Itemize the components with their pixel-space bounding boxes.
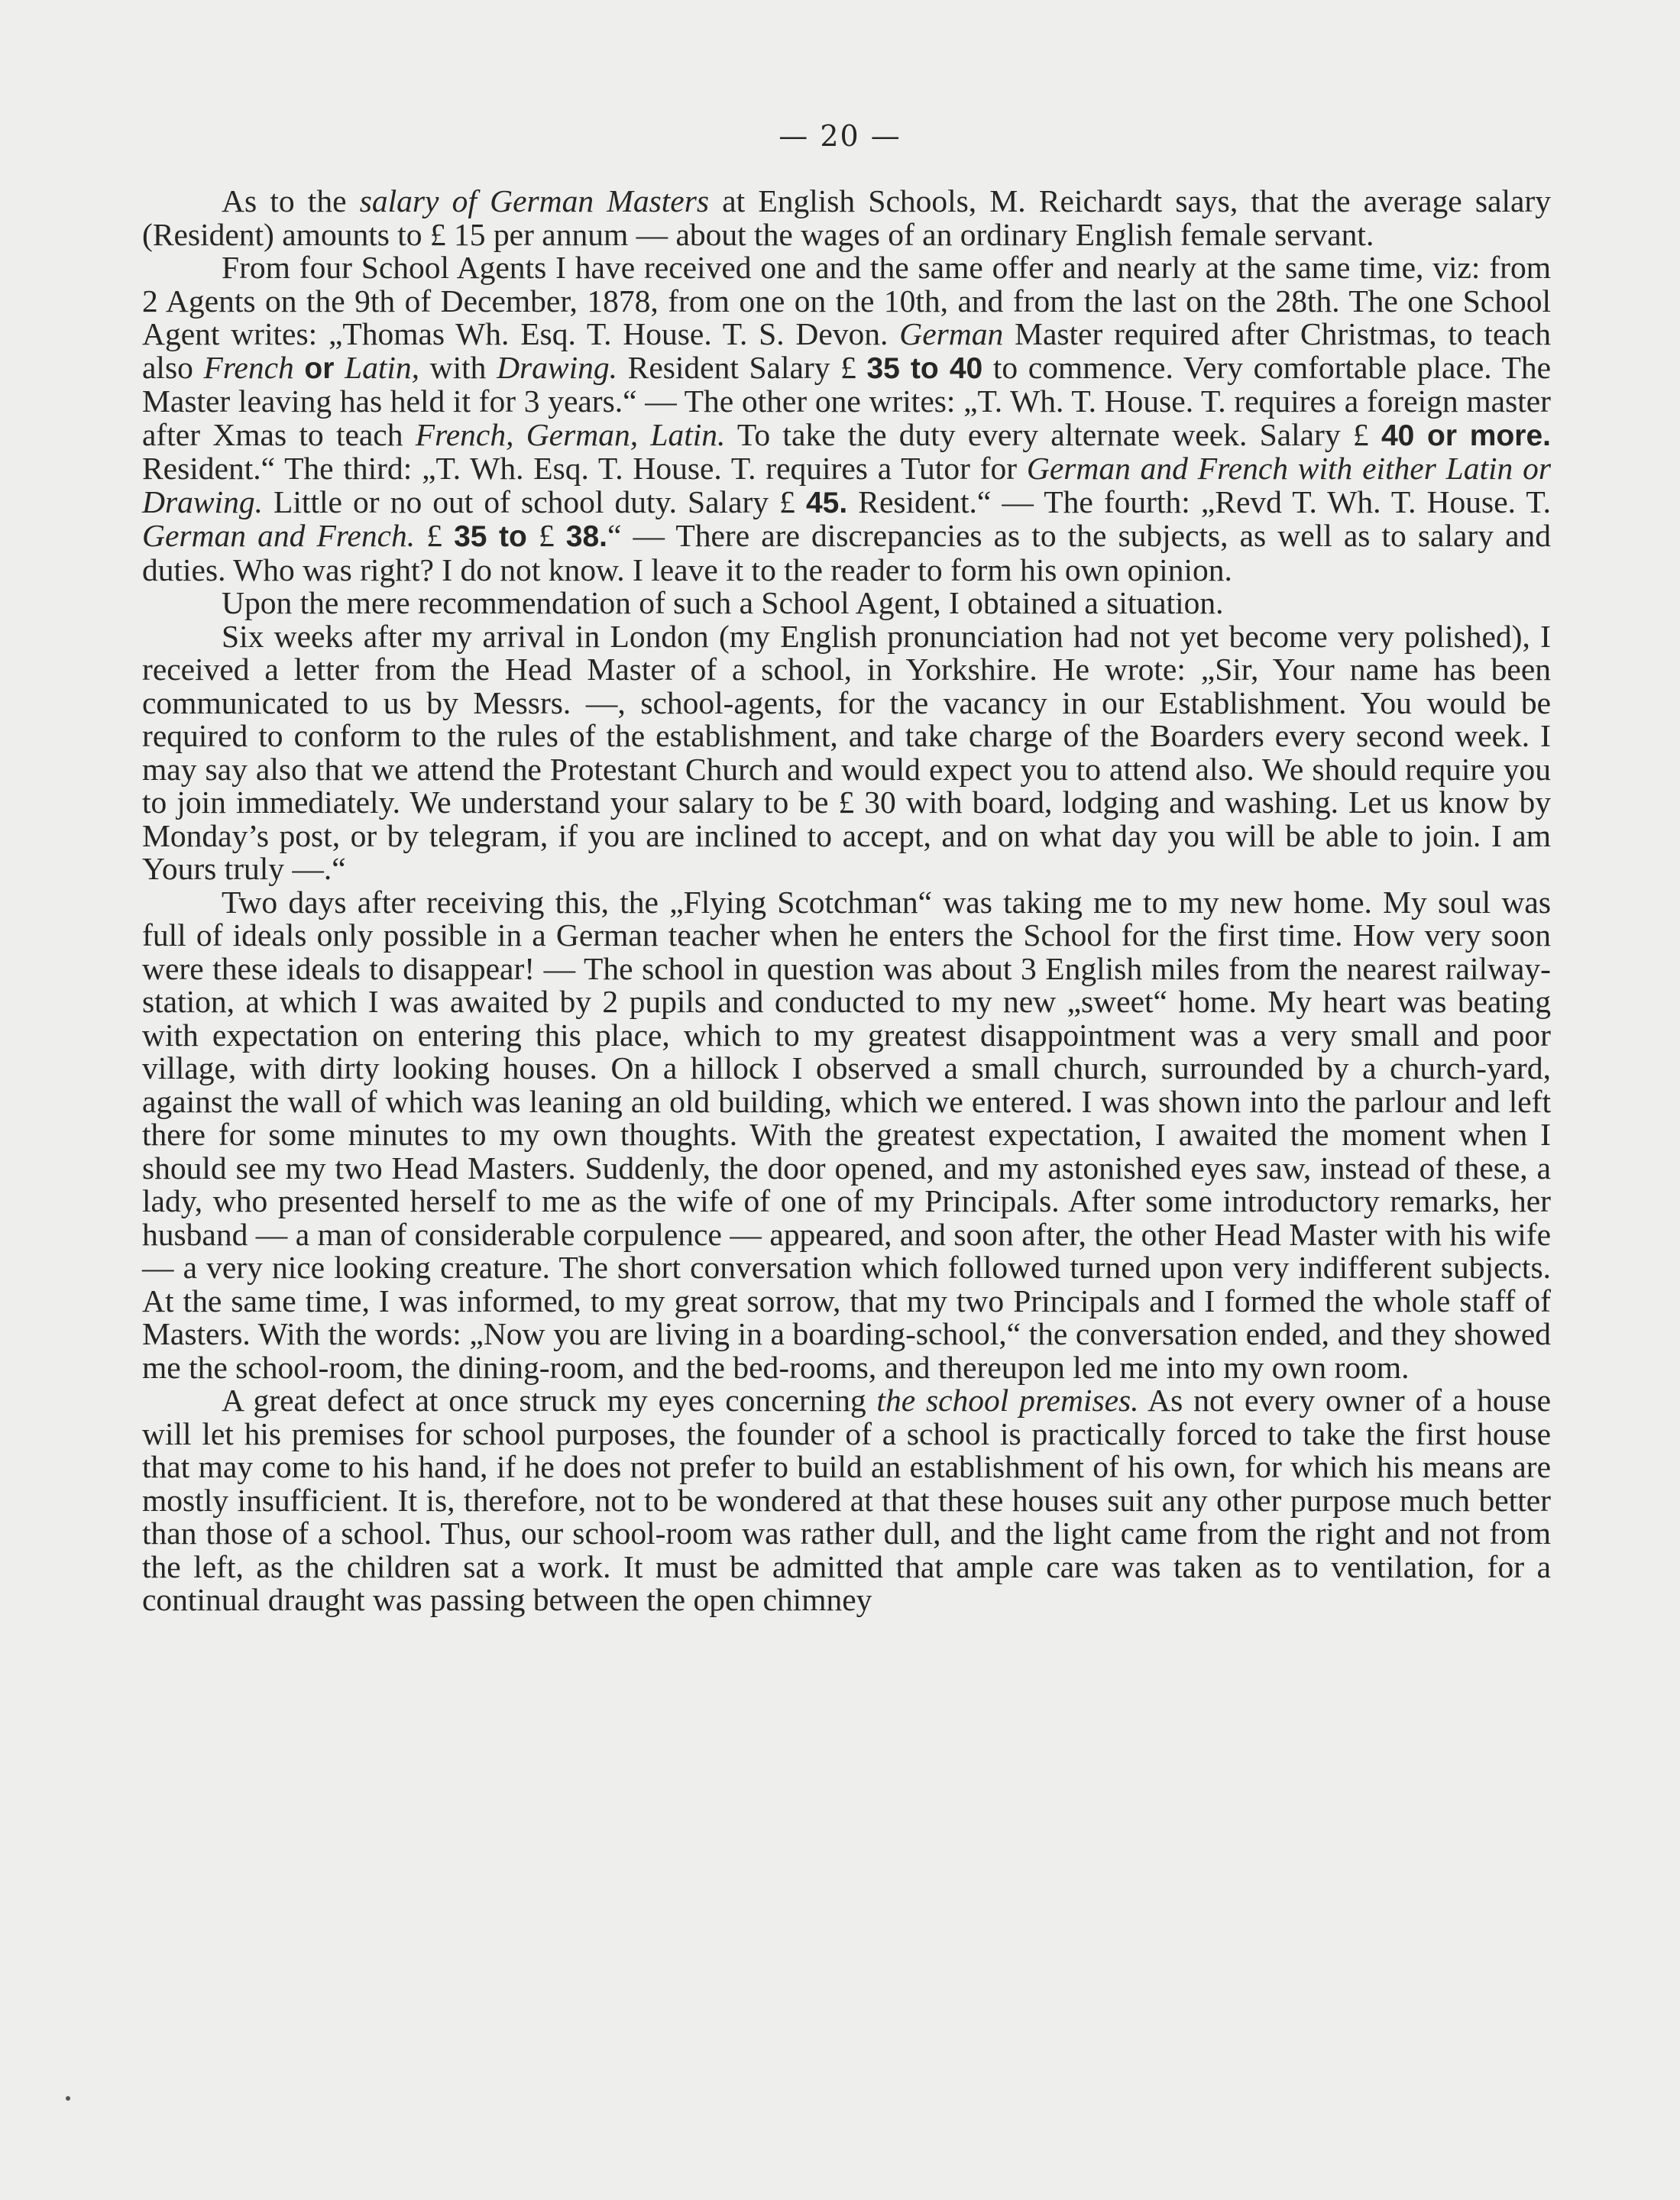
text-run: Little or no out of school duty. Salary £ (262, 484, 806, 519)
page-number: — 20 — (778, 119, 902, 153)
italic-run: the school premises. (876, 1383, 1139, 1418)
text-run: to commence. Very comfortable place. The Master leaving has held it for 3 years.“ — The other one writes: „T. Wh. T. House. T. requires a foreign master after Xmas to teach (142, 349, 1552, 452)
dust-speck (66, 2096, 70, 2101)
italic-run: German and French with either Latin or Drawing. (142, 451, 1552, 519)
paragraph (142, 587, 1551, 620)
text-run: £ (526, 518, 566, 553)
paragraph (142, 1384, 1551, 1617)
text-run: at English Schools, M. Reichardt says, that the average salary (Resident) amounts to £ 15 per annum — about the wages of an ordinary English female servant. (142, 183, 1551, 252)
text-run: Upon the mere recommendation of such a School Agent, I obtained a situation. (222, 585, 1224, 620)
text-run: with (419, 349, 497, 385)
italic-run: Latin, (345, 349, 420, 385)
italic-run: German (899, 316, 1004, 351)
text-run: Resident Salary £ (617, 349, 867, 385)
text-run: “ — There are discrepancies as to the subjects, as well as to salary and duties. Who was right? I do not know. I leave it to the reader to form his own opinion. (142, 518, 1552, 587)
italic-run: salary of German Masters (359, 183, 710, 218)
italic-run: Drawing. (497, 349, 618, 385)
italic-run: French, German, Latin. (415, 416, 726, 452)
bold-run: 38. (565, 520, 608, 553)
text-run: Six weeks after my arrival in London (my English pronunciation had not yet become very polished), I received a letter from the Head Master of a school, in Yorkshire. He wrote: „Sir, Your name has been communicated to us by Messrs. —, school-agents, for the vacancy in our Establishment. You would be required to conform to the rules of the establishment, and take charge of the Boarders every second week. I may say also that we attend the Protestant Church and would expect you to attend also. We should require you to join immediately. We understand your salary to be £ 30 with board, lodging and washing. Let us know by Monday’s post, or by telegram, if you are inclined to accept, and on what day you will be able to join. I am Yours truly —.“ (142, 618, 1551, 886)
text-run (334, 350, 345, 385)
text-run: Resident.“ — The fourth: „Revd T. Wh. T. House. T. (847, 484, 1551, 519)
paragraph (142, 251, 1551, 587)
text-run: A great defect at once struck my eyes concerning (222, 1383, 877, 1418)
bold-run: 35 to (454, 520, 527, 553)
paragraph (142, 886, 1551, 1385)
italic-run: French (203, 349, 294, 385)
paragraph (142, 620, 1551, 886)
text-run: Resident.“ The third: „T. Wh. Esq. T. House. T. requires a Tutor for (142, 451, 1027, 486)
text-run: As not every owner of a house will let his premises for school purposes, the founder of a school is practically forced to take the first house that may come to his hand, if he does not prefer to build an establishment of his own, for which his means are mostly insufficient. It is, therefore, not to be wondered at that these houses suit any other purpose much better than those of a school. Thus, our school-room was rather dull, and the light came from the right and not from the left, as the children sat a work. It must be admitted that ample care was taken as to ventilation, for a continual draught was passing between the open chimney (142, 1383, 1551, 1617)
italic-run: German and French. (142, 518, 416, 553)
text-run: £ (415, 518, 455, 553)
text-run (294, 350, 305, 385)
text-run: From four School Agents I have received one and the same offer and nearly at the same time, viz: from 2 Agents on the 9th of December, 1878, from one on the 10th, and from the last on the 28th. The one School Agent writes: „Thomas Wh. Esq. T. House. T. S. Devon. (142, 250, 1551, 351)
text-run: Two days after receiving this, the „Flying Scotchman“ was taking me to my new home. My soul was full of ideals only possible in a German teacher when he enters the School for the first time. How very soon were these ideals to disappear! — The school in question was about 3 English miles from the nearest railway-station, at which I was awaited by 2 pupils and conducted to my new „sweet“ home. My heart was beating with expectation on entering this place, which to my greatest disappointment was a very small and poor village, with dirty looking houses. On a hillock I observed a small church, surrounded by a church-yard, against the wall of which was leaning an old building, which we entered. I was shown into the parlour and left there for some minutes to my own thoughts. With the greatest expectation, I awaited the moment when I should see my two Head Masters. Suddenly, the door opened, and my astonished eyes saw, instead of these, a lady, who presented herself to me as the wife of one of my Principals. After some introductory remarks, her husband — a man of considerable corpulence — appeared, and soon after, the other Head Master with his wife — a very nice looking creature. The short conversation which followed turned upon very indifferent subjects. At the same time, I was informed, to my great sorrow, that my two Principals and I formed the whole staff of Masters. With the words: „Now you are living in a boarding-school,“ the conversation ended, and they showed me the school-room, the dining-room, and the bed-rooms, and thereupon led me into my own room. (142, 884, 1551, 1385)
body-text (142, 185, 1551, 1617)
bold-run: 40 or more. (1381, 419, 1551, 452)
text-run: To take the duty every alternate week. Salary £ (725, 416, 1381, 452)
paragraph (142, 185, 1551, 251)
text-run: Master required after Christmas, to teach also (142, 316, 1551, 385)
bold-run: or (304, 351, 335, 385)
text-run: As to the (222, 183, 360, 218)
bold-run: 35 to 40 (866, 351, 983, 385)
bold-run: 45. (805, 486, 848, 519)
